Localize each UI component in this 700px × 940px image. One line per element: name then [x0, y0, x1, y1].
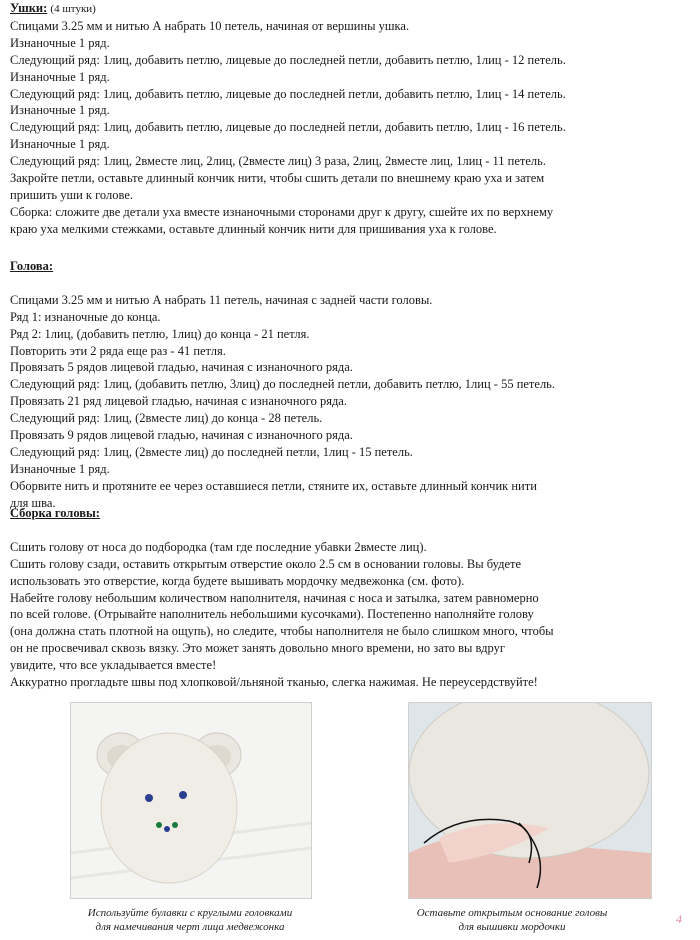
text-line: Повторить эти 2 ряда еще раз - 41 петля. [10, 343, 226, 358]
text-line: Следующий ряд: 1лиц, добавить петлю, лицевые до последней петли, добавить петлю, 1лиц - 12 петель. [10, 52, 566, 67]
text-line: Закройте петли, оставьте длинный кончик нити, чтобы сшить детали по внешнему краю уха и затем [10, 171, 545, 186]
page-number: 4 [676, 912, 682, 926]
text-line: Изнаночные 1 ряд. [10, 103, 110, 118]
text-line: Ряд 2: 1лиц, (добавить петлю, 1лиц) до конца - 21 петля. [10, 326, 310, 341]
spacer [10, 522, 690, 539]
caption-line: для вышивки мордочки [458, 921, 566, 933]
ears-section [10, 0, 690, 238]
text-line: Оборвите нить и протяните ее через оставшиеся петли, стяните их, оставьте длинный кончик нити [10, 478, 537, 493]
bear-head-photo [70, 702, 312, 899]
head-section [10, 258, 690, 512]
text-line: увидите, что все укладывается вместе! [10, 658, 217, 673]
text-line: Ряд 1: изнаночные до конца. [10, 309, 161, 324]
text-line: Изнаночные 1 ряд. [10, 35, 110, 50]
text-line: Спицами 3.25 мм и нитью А набрать 10 петель, начиная от вершины ушка. [10, 18, 410, 33]
assembly-section [10, 505, 690, 691]
assembly-heading: Сборка головы: [10, 506, 100, 520]
text-line: по всей голове. (Отрывайте наполнитель небольшими кусочками). Постепенно наполняйте голову [10, 607, 534, 622]
text-line: Набейте голову небольшим количеством наполнителя, начиная с носа и затылка, затем равномерно [10, 590, 539, 605]
text-line: Провязать 5 рядов лицевой гладью, начиная с изнаночного ряда. [10, 360, 353, 375]
text-line: Провязать 21 ряд лицевой гладью, начиная с изнаночного ряда. [10, 394, 347, 409]
ears-count-note: (4 штуки) [50, 3, 96, 15]
text-line: Следующий ряд: 1лиц, добавить петлю, лицевые до последней петли, добавить петлю, 1лиц - 14 петель. [10, 86, 566, 101]
text-line: краю уха мелкими стежками, оставьте длинный кончик нити для пришивания уха к голове. [10, 221, 497, 236]
text-line: (она должна стать плотной на ощупь), но следите, чтобы наполнителя не было слишком много, чтобы [10, 624, 554, 639]
text-line: Следующий ряд: 1лиц, 2вместе лиц, 2лиц, (2вместе лиц) 3 раза, 2лиц, 2вместе лиц, 1лиц - 11 петель. [10, 154, 546, 169]
text-line: он не просвечивал сквозь вязку. Это может занять довольно много времени, но зато вы вдруг [10, 641, 505, 656]
text-line: Спицами 3.25 мм и нитью А набрать 11 петель, начиная с задней части головы. [10, 292, 433, 307]
caption-line: Используйте булавки с круглыми головками [87, 907, 293, 919]
text-line: использовать это отверстие, когда будете вышивать мордочку медвежонка (см. фото). [10, 573, 465, 588]
text-line: Следующий ряд: 1лиц, (2вместе лиц) до конца - 28 петель. [10, 411, 323, 426]
head-heading: Голова: [10, 259, 54, 273]
text-line: Сшить голову сзади, оставить открытым отверстие около 2.5 см в основании головы. Вы будете [10, 556, 522, 571]
ears-lines [10, 18, 690, 238]
ears-heading: Ушки: [10, 1, 48, 15]
right-photo-caption [352, 906, 672, 934]
ears-heading-line [10, 0, 690, 18]
caption-line: для намечивания черт лица медвежонка [95, 921, 285, 933]
text-line: для шва. [10, 495, 56, 510]
assembly-lines [10, 539, 690, 691]
text-line: Сшить голову от носа до подбородка (там где последние убавки 2вместе лиц). [10, 539, 427, 554]
caption-line: Оставьте открытым основание головы [416, 907, 608, 919]
head-opening-photo [408, 702, 652, 899]
text-line: Изнаночные 1 ряд. [10, 69, 110, 84]
text-line: Следующий ряд: 1лиц, (добавить петлю, 3лиц) до последней петли, добавить петлю, 1лиц - 55 петель. [10, 377, 556, 392]
text-line: Провязать 9 рядов лицевой гладью, начиная с изнаночного ряда. [10, 428, 353, 443]
text-line: Следующий ряд: 1лиц, добавить петлю, лицевые до последней петли, добавить петлю, 1лиц - 16 петель. [10, 120, 566, 135]
text-line: Сборка: сложите две детали уха вместе изнаночными сторонами друг к другу, сшейте их по верхнему [10, 204, 554, 219]
left-photo-caption [20, 906, 360, 934]
text-line: Следующий ряд: 1лиц, (2вместе лиц) до последней петли, 1лиц - 15 петель. [10, 444, 413, 459]
head-lines [10, 292, 690, 512]
text-line: пришить уши к голове. [10, 187, 134, 202]
text-line: Аккуратно прогладьте швы под хлопковой/льняной тканью, слегка нажимая. Не переусердствуйте! [10, 675, 538, 690]
spacer [10, 275, 690, 292]
text-line: Изнаночные 1 ряд. [10, 461, 110, 476]
text-line: Изнаночные 1 ряд. [10, 137, 110, 152]
